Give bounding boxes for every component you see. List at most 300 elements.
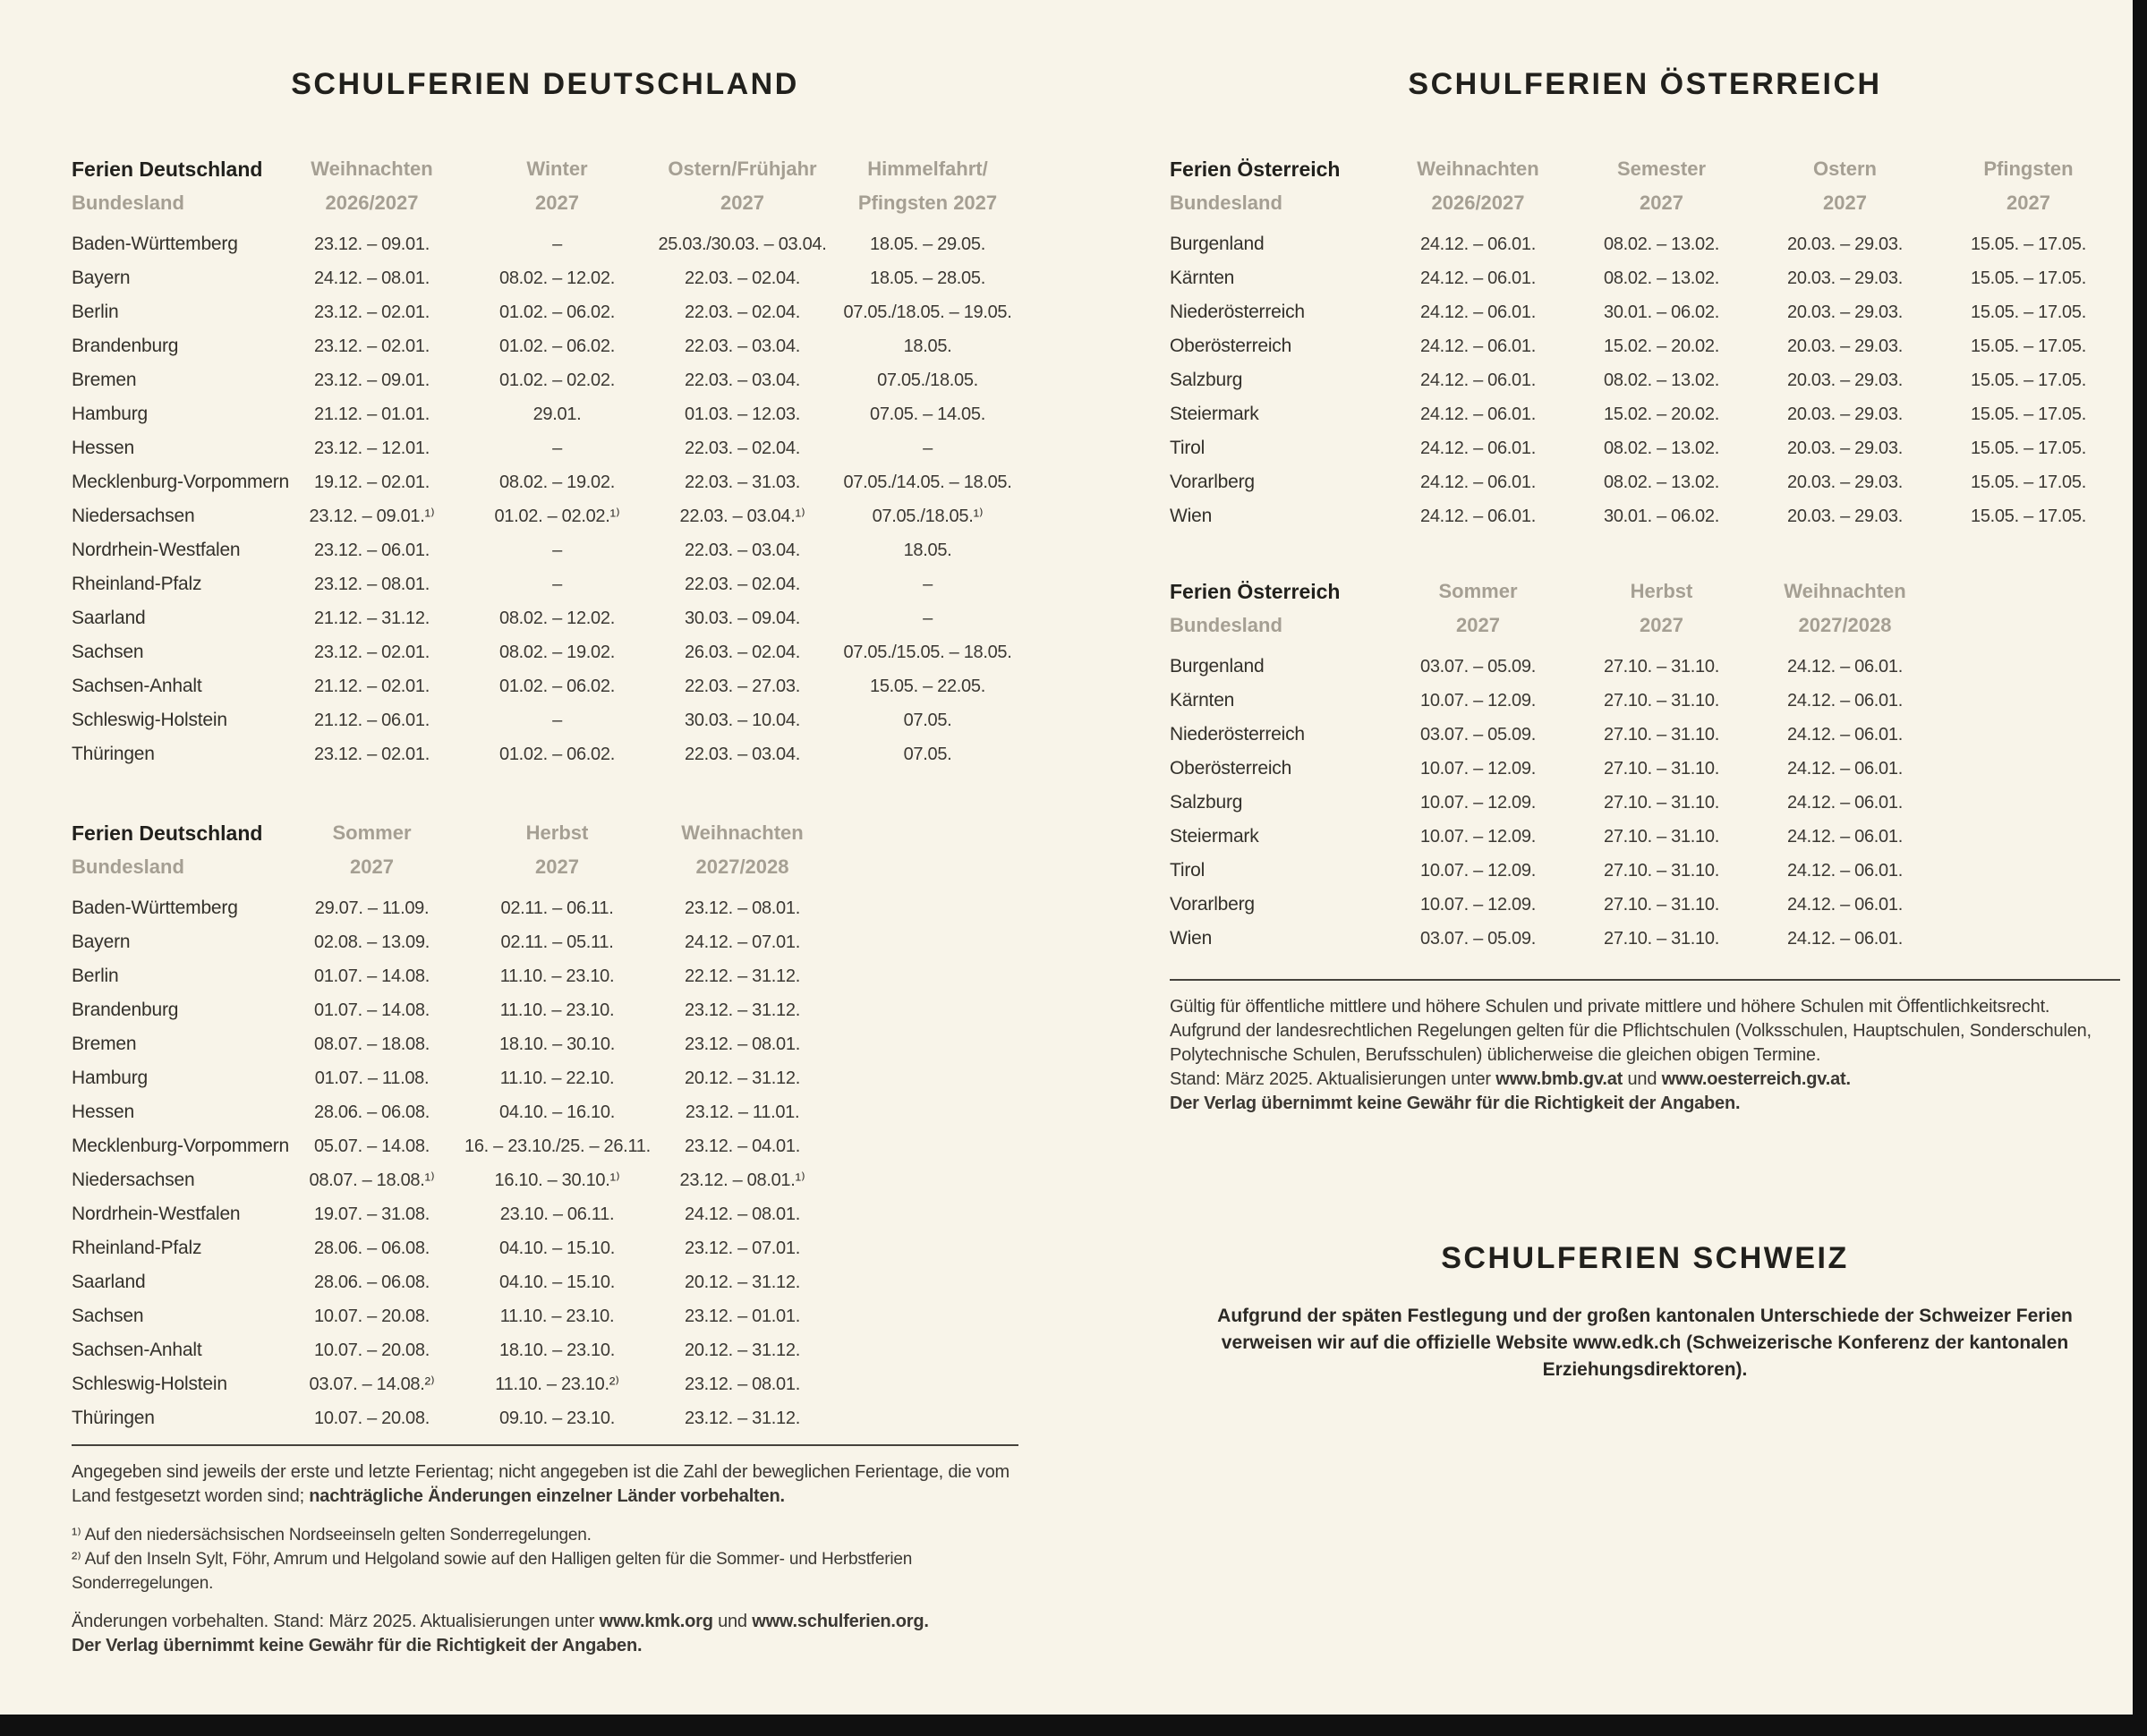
date-range: 23.12. – 11.01. (685, 1102, 800, 1122)
note-segment: Stand: März 2025. Aktualisierungen unter (1170, 1069, 1496, 1089)
state-label: Brandenburg (72, 1000, 179, 1020)
note-general (72, 1460, 1018, 1509)
date-range: 22.03. – 02.04. (685, 574, 800, 594)
table-row (72, 1231, 1018, 1265)
date-range: 18.05. (903, 336, 952, 356)
date-range: 20.12. – 31.12. (685, 1068, 800, 1088)
table-row (1170, 718, 2120, 752)
date-range: 15.05. – 17.05. (1971, 438, 2086, 458)
date-range: 24.12. – 07.01. (685, 932, 800, 952)
state-label: Wien (1170, 928, 1213, 949)
date-range: 30.01. – 06.02. (1604, 302, 1719, 322)
date-range: 20.12. – 31.12. (685, 1272, 800, 1292)
date-range: 18.10. – 23.10. (499, 1340, 615, 1360)
date-range: 28.06. – 06.08. (314, 1238, 430, 1258)
date-range: 23.12. – 08.01. (685, 1374, 800, 1394)
table-row (1170, 397, 2120, 431)
table-row (72, 397, 1018, 431)
state-label: Bremen (72, 370, 137, 390)
germany-summer-table (72, 816, 1018, 1435)
state-label: Vorarlberg (1170, 472, 1255, 492)
state-label: Sachsen (72, 642, 144, 662)
column-header-line1: Winter (526, 157, 588, 180)
date-range: 15.05. – 17.05. (1971, 506, 2086, 526)
date-range: 07.05./14.05. – 18.05. (843, 472, 1012, 492)
table-row (1170, 465, 2120, 499)
table-row (72, 1367, 1018, 1401)
date-range: 08.02. – 19.02. (499, 472, 615, 492)
state-label: Saarland (72, 608, 146, 628)
date-range: 24.12. – 06.01. (1787, 827, 1903, 847)
date-range: 04.10. – 16.10. (499, 1102, 615, 1122)
column-header (1570, 574, 1753, 642)
note-plain (1170, 995, 2120, 1019)
date-range: 20.03. – 29.03. (1787, 302, 1903, 322)
note-bold-segment: . (1845, 1069, 1851, 1089)
note-footnote (72, 1523, 1018, 1547)
date-range: 15.02. – 20.02. (1604, 404, 1719, 424)
column-header (1937, 152, 2120, 220)
note-plain (1170, 1019, 2120, 1068)
table-subtitle: Bundesland (72, 191, 184, 214)
table-row (1170, 854, 2120, 888)
date-range: 21.12. – 06.01. (314, 711, 430, 730)
date-range: 27.10. – 31.10. (1604, 691, 1719, 711)
table-row (72, 1333, 1018, 1367)
date-range: 23.12. – 04.01. (685, 1136, 800, 1156)
date-range: – (552, 574, 562, 594)
state-label: Schleswig-Holstein (72, 710, 227, 730)
germany-section (72, 67, 1018, 1658)
table-row (1170, 329, 2120, 363)
table-row (72, 431, 1018, 465)
date-range: 22.03. – 27.03. (685, 677, 800, 696)
date-range: 08.07. – 18.08.¹⁾ (309, 1170, 435, 1190)
state-label: Hessen (72, 1102, 135, 1122)
date-range: 22.03. – 31.03. (685, 472, 800, 492)
table-row (72, 1197, 1018, 1231)
state-label: Baden-Württemberg (72, 234, 238, 254)
column-header-line2: 2026/2027 (1431, 191, 1525, 214)
date-range: 28.06. – 06.08. (314, 1102, 430, 1122)
date-range: 23.12. – 08.01. (685, 898, 800, 918)
table-row (72, 1163, 1018, 1197)
table-row (72, 227, 1018, 261)
state-label: Bayern (72, 932, 131, 952)
column-header (279, 152, 464, 220)
table-row (72, 925, 1018, 959)
table-subtitle: Bundesland (1170, 614, 1282, 636)
table-header-row (72, 152, 1018, 220)
column-header-line1: Ostern/Frühjahr (668, 157, 817, 180)
column-header-line1: Herbst (1630, 580, 1693, 602)
date-range: 18.05. – 29.05. (870, 234, 985, 254)
table-row (72, 567, 1018, 601)
date-range: – (923, 574, 933, 594)
date-range: 24.12. – 08.01. (685, 1204, 800, 1224)
germany-winter-table (72, 152, 1018, 771)
table-row (72, 959, 1018, 993)
table-row (1170, 820, 2120, 854)
state-label: Tirol (1170, 438, 1206, 458)
state-label: Thüringen (72, 1408, 155, 1428)
table-title: Ferien Deutschland (72, 157, 263, 181)
date-range: 20.03. – 29.03. (1787, 506, 1903, 526)
table-row (72, 1265, 1018, 1299)
date-range: 15.05. – 17.05. (1971, 268, 2086, 288)
date-range: 23.12. – 09.01. (314, 370, 430, 390)
date-range: – (552, 234, 562, 254)
date-range: 08.02. – 13.02. (1604, 438, 1719, 458)
state-label: Mecklenburg-Vorpommern (72, 472, 290, 492)
austria-summer-table (1170, 574, 2120, 956)
date-range: 02.11. – 06.11. (500, 898, 614, 918)
date-range: 27.10. – 31.10. (1604, 895, 1719, 915)
date-range: 11.10. – 23.10. (499, 966, 615, 986)
column-header (1753, 152, 1937, 220)
table-row (72, 891, 1018, 925)
table-title-cell (72, 816, 279, 884)
column-header-line1: Sommer (332, 821, 412, 844)
date-range: 23.10. – 06.11. (499, 1204, 615, 1224)
column-header-line2: 2027/2028 (1798, 614, 1892, 636)
state-label: Saarland (72, 1272, 146, 1292)
table-subtitle: Bundesland (1170, 191, 1282, 214)
state-label: Mecklenburg-Vorpommern (72, 1136, 290, 1156)
date-range: 23.12. – 08.01. (685, 1034, 800, 1054)
date-range: 24.12. – 06.01. (1787, 759, 1903, 779)
date-range: 24.12. – 06.01. (1787, 725, 1903, 745)
column-header-line2: 2027 (1640, 191, 1683, 214)
table-row (1170, 261, 2120, 295)
date-range: 23.12. – 02.01. (314, 302, 430, 322)
date-range: 01.07. – 11.08. (314, 1068, 430, 1088)
table-row (72, 533, 1018, 567)
date-range: 01.02. – 06.02. (499, 302, 615, 322)
date-range: 24.12. – 06.01. (1420, 370, 1536, 390)
date-range: 15.05. – 17.05. (1971, 234, 2086, 254)
date-range: 24.12. – 06.01. (1787, 929, 1903, 949)
table-row (72, 993, 1018, 1027)
date-range: 08.07. – 18.08. (314, 1034, 430, 1054)
table-row (72, 261, 1018, 295)
date-range: 15.05. – 17.05. (1971, 472, 2086, 492)
date-range: 29.01. (532, 404, 582, 424)
table-row (1170, 922, 2120, 956)
date-range: 23.12. – 02.01. (314, 336, 430, 356)
date-range: 16.10. – 30.10.¹⁾ (494, 1170, 620, 1190)
date-range: 15.05. – 22.05. (870, 677, 985, 696)
column-header (650, 152, 835, 220)
date-range: 10.07. – 12.09. (1420, 793, 1536, 813)
date-range: 18.05. (903, 540, 952, 560)
date-range: 24.12. – 06.01. (1787, 691, 1903, 711)
table-row (72, 1061, 1018, 1095)
note-segment: und (1623, 1069, 1662, 1089)
column-header-line2: 2027/2028 (695, 855, 789, 878)
date-range: 18.05. – 28.05. (870, 268, 985, 288)
state-label: Burgenland (1170, 656, 1265, 677)
date-range: 24.12. – 06.01. (1787, 793, 1903, 813)
state-label: Nordrhein-Westfalen (72, 1204, 241, 1224)
date-range: – (552, 711, 562, 730)
page-edge-right (2133, 0, 2147, 1736)
state-label: Burgenland (1170, 234, 1265, 254)
note-bold-segment: www.oesterreich.gv.at (1661, 1069, 1846, 1089)
column-header-line1: Pfingsten (1983, 157, 2074, 180)
table-title: Ferien Österreich (1170, 157, 1341, 181)
date-range: 23.12. – 12.01. (314, 438, 430, 458)
date-range: 11.10. – 23.10.²⁾ (495, 1374, 619, 1394)
date-range: 24.12. – 06.01. (1420, 302, 1536, 322)
date-range: 23.12. – 08.01. (314, 574, 430, 594)
date-range: 21.12. – 01.01. (314, 404, 430, 424)
page-edge-bottom (0, 1715, 2147, 1736)
table-row (72, 363, 1018, 397)
date-range: 03.07. – 05.09. (1420, 657, 1536, 677)
date-range: 24.12. – 06.01. (1787, 861, 1903, 881)
date-range: 10.07. – 20.08. (314, 1408, 430, 1428)
note-footnote (72, 1547, 1018, 1596)
date-range: 19.07. – 31.08. (314, 1204, 430, 1224)
date-range: 21.12. – 31.12. (314, 608, 430, 628)
state-label: Rheinland-Pfalz (72, 574, 202, 594)
date-range: 23.12. – 31.12. (685, 1408, 800, 1428)
date-range: 27.10. – 31.10. (1604, 793, 1719, 813)
date-range: 24.12. – 06.01. (1787, 657, 1903, 677)
state-label: Vorarlberg (1170, 894, 1255, 915)
date-range: – (552, 540, 562, 560)
date-range: 07.05. (903, 745, 952, 764)
state-label: Niedersachsen (72, 1170, 195, 1190)
state-label: Salzburg (1170, 370, 1243, 390)
date-range: 01.07. – 14.08. (314, 1000, 430, 1020)
table-title-cell (1170, 574, 1386, 642)
date-range: 01.02. – 06.02. (499, 336, 615, 356)
table-row (72, 295, 1018, 329)
germany-title: SCHULFERIEN DEUTSCHLAND (291, 67, 799, 101)
column-header-line1: Weihnachten (1784, 580, 1906, 602)
state-label: Niederösterreich (1170, 724, 1305, 745)
date-range: 24.12. – 08.01. (314, 268, 430, 288)
column-header-line2: 2027 (535, 855, 579, 878)
date-range: 11.10. – 23.10. (499, 1306, 615, 1326)
date-range: 21.12. – 02.01. (314, 677, 430, 696)
column-header-line1: Himmelfahrt/ (867, 157, 988, 180)
column-header-line1: Herbst (525, 821, 589, 844)
column-header (279, 816, 464, 884)
state-label: Kärnten (1170, 268, 1235, 288)
date-range: 10.07. – 12.09. (1420, 759, 1536, 779)
date-range: 10.07. – 12.09. (1420, 895, 1536, 915)
table-row (72, 601, 1018, 635)
column-header (1753, 574, 1937, 642)
column-header-line2: 2027 (350, 855, 394, 878)
note-segment: ¹⁾ Auf den niedersächsischen Nordseeinseln gelten Sonderregelungen. (72, 1526, 592, 1545)
note-bold-segment: Der Verlag übernimmt keine Gewähr für die Richtigkeit der Angaben. (1170, 1094, 1741, 1113)
date-range: 08.02. – 19.02. (499, 642, 615, 662)
date-range: 23.12. – 08.01.¹⁾ (679, 1170, 805, 1190)
date-range: 22.03. – 02.04. (685, 302, 800, 322)
date-range: – (923, 438, 933, 458)
column-header-line1: Weihnachten (1417, 157, 1539, 180)
column-header-line2: 2027 (1823, 191, 1867, 214)
note-plain (1170, 1068, 2120, 1092)
date-range: 23.12. – 31.12. (685, 1000, 800, 1020)
date-range: 02.11. – 05.11. (500, 932, 614, 952)
date-range: 10.07. – 20.08. (314, 1306, 430, 1326)
date-range: 25.03./30.03. – 03.04. (658, 234, 827, 254)
date-range: 01.02. – 02.02.¹⁾ (494, 506, 620, 526)
date-range: 20.03. – 29.03. (1787, 404, 1903, 424)
date-range: 30.03. – 09.04. (685, 608, 800, 628)
date-range: 23.12. – 01.01. (685, 1306, 800, 1326)
column-header-line1: Weihnachten (311, 157, 433, 180)
austria-section (1170, 67, 2120, 1383)
date-range: 01.02. – 02.02. (499, 370, 615, 390)
divider-line (1170, 979, 2120, 981)
table-row (1170, 786, 2120, 820)
date-range: 22.03. – 02.04. (685, 268, 800, 288)
state-label: Steiermark (1170, 404, 1259, 424)
state-label: Niederösterreich (1170, 302, 1305, 322)
date-range: 02.08. – 13.09. (314, 932, 430, 952)
note-bold-segment: www.kmk.org (599, 1612, 713, 1631)
date-range: 15.02. – 20.02. (1604, 336, 1719, 356)
date-range: 01.02. – 06.02. (499, 745, 615, 764)
date-range: 16. – 23.10./25. – 26.11. (464, 1136, 651, 1156)
date-range: 24.12. – 06.01. (1420, 336, 1536, 356)
date-range: 01.03. – 12.03. (685, 404, 800, 424)
date-range: 01.02. – 06.02. (499, 677, 615, 696)
date-range: 23.12. – 02.01. (314, 745, 430, 764)
date-range: – (923, 608, 933, 628)
table-header-row (1170, 574, 2120, 642)
date-range: 07.05. (903, 711, 952, 730)
state-label: Schleswig-Holstein (72, 1374, 227, 1394)
column-header (1386, 574, 1570, 642)
note-segment: ²⁾ Auf den Inseln Sylt, Föhr, Amrum und Helgoland sowie auf den Halligen gelten für die Sommer- und Herbstferien Sonderregelungen. (72, 1550, 913, 1593)
table-row (1170, 363, 2120, 397)
table-row (72, 737, 1018, 771)
date-range: 04.10. – 15.10. (499, 1272, 615, 1292)
austria-title: SCHULFERIEN ÖSTERREICH (1408, 67, 1882, 101)
state-label: Steiermark (1170, 826, 1259, 847)
table-row (1170, 888, 2120, 922)
state-label: Sachsen-Anhalt (72, 1340, 202, 1360)
date-range: 27.10. – 31.10. (1604, 657, 1719, 677)
date-range: 23.12. – 09.01.¹⁾ (309, 506, 435, 526)
date-range: – (552, 438, 562, 458)
date-range: 01.07. – 14.08. (314, 966, 430, 986)
column-header-line2: Pfingsten 2027 (857, 191, 998, 214)
date-range: 10.07. – 12.09. (1420, 827, 1536, 847)
date-range: 08.02. – 13.02. (1604, 268, 1719, 288)
column-header (835, 152, 1020, 220)
date-range: 07.05./18.05. – 19.05. (843, 302, 1012, 322)
switzerland-section (1170, 1241, 2120, 1383)
column-header-line2: 2027 (535, 191, 579, 214)
note-segment: Aufgrund der landesrechtlichen Regelungen gelten für die Pflichtschulen (Volksschulen, Hauptschulen, Sonderschulen, Polytechnische Schulen, Berufsschulen) üblicherweise die gleichen obigen Termine. (1170, 1021, 2092, 1065)
note-disclaimer (72, 1634, 1018, 1658)
date-range: 18.10. – 30.10. (499, 1034, 615, 1054)
column-header (1570, 152, 1753, 220)
table-row (72, 329, 1018, 363)
column-header-line1: Weihnachten (681, 821, 804, 844)
table-row (72, 1129, 1018, 1163)
date-range: 03.07. – 14.08.²⁾ (309, 1374, 435, 1394)
date-range: 20.12. – 31.12. (685, 1340, 800, 1360)
state-label: Sachsen-Anhalt (72, 676, 202, 696)
date-range: 08.02. – 13.02. (1604, 472, 1719, 492)
state-label: Thüringen (72, 744, 155, 764)
date-range: 10.07. – 20.08. (314, 1340, 430, 1360)
date-range: 20.03. – 29.03. (1787, 234, 1903, 254)
date-range: 23.12. – 02.01. (314, 642, 430, 662)
date-range: 05.07. – 14.08. (314, 1136, 430, 1156)
note-bold-segment: nachträgliche Änderungen einzelner Länder vorbehalten. (309, 1486, 785, 1506)
state-label: Hamburg (72, 404, 148, 424)
date-range: 15.05. – 17.05. (1971, 302, 2086, 322)
date-range: 04.10. – 15.10. (499, 1238, 615, 1258)
date-range: 24.12. – 06.01. (1787, 895, 1903, 915)
table-row (72, 1299, 1018, 1333)
table-title-cell (72, 152, 279, 220)
date-range: 29.07. – 11.09. (314, 898, 430, 918)
date-range: 07.05. – 14.05. (870, 404, 985, 424)
date-range: 10.07. – 12.09. (1420, 691, 1536, 711)
austria-notes (1170, 995, 2120, 1116)
state-label: Berlin (72, 302, 119, 322)
state-label: Tirol (1170, 860, 1206, 881)
date-range: 27.10. – 31.10. (1604, 861, 1719, 881)
note-bold-segment: www.bmb.gv.at (1495, 1069, 1623, 1089)
date-range: 24.12. – 06.01. (1420, 438, 1536, 458)
table-row (72, 465, 1018, 499)
note-stand (72, 1610, 1018, 1634)
date-range: 24.12. – 06.01. (1420, 404, 1536, 424)
date-range: 30.03. – 10.04. (685, 711, 800, 730)
note-bold-segment: www.schulferien.org (752, 1612, 924, 1631)
state-label: Oberösterreich (1170, 758, 1292, 779)
date-range: 19.12. – 02.01. (314, 472, 430, 492)
state-label: Kärnten (1170, 690, 1235, 711)
table-row (72, 499, 1018, 533)
date-range: 23.12. – 07.01. (685, 1238, 800, 1258)
state-label: Oberösterreich (1170, 336, 1292, 356)
column-header-line2: 2027 (720, 191, 764, 214)
note-segment: Änderungen vorbehalten. Stand: März 2025. Aktualisierungen unter (72, 1612, 600, 1631)
table-subtitle: Bundesland (72, 855, 184, 878)
note-segment: und (712, 1612, 753, 1631)
note-disclaimer (1170, 1092, 2120, 1116)
date-range: 24.12. – 06.01. (1420, 234, 1536, 254)
date-range: 24.12. – 06.01. (1420, 506, 1536, 526)
table-row (72, 703, 1018, 737)
date-range: 20.03. – 29.03. (1787, 336, 1903, 356)
table-row (1170, 650, 2120, 684)
date-range: 27.10. – 31.10. (1604, 827, 1719, 847)
date-range: 20.03. – 29.03. (1787, 370, 1903, 390)
germany-notes (72, 1460, 1018, 1658)
column-header (464, 152, 650, 220)
column-header (464, 816, 650, 884)
date-range: 09.10. – 23.10. (499, 1408, 615, 1428)
date-range: 08.02. – 13.02. (1604, 370, 1719, 390)
column-header-line1: Sommer (1438, 580, 1518, 602)
switzerland-title: SCHULFERIEN SCHWEIZ (1441, 1241, 1849, 1275)
state-label: Niedersachsen (72, 506, 195, 526)
